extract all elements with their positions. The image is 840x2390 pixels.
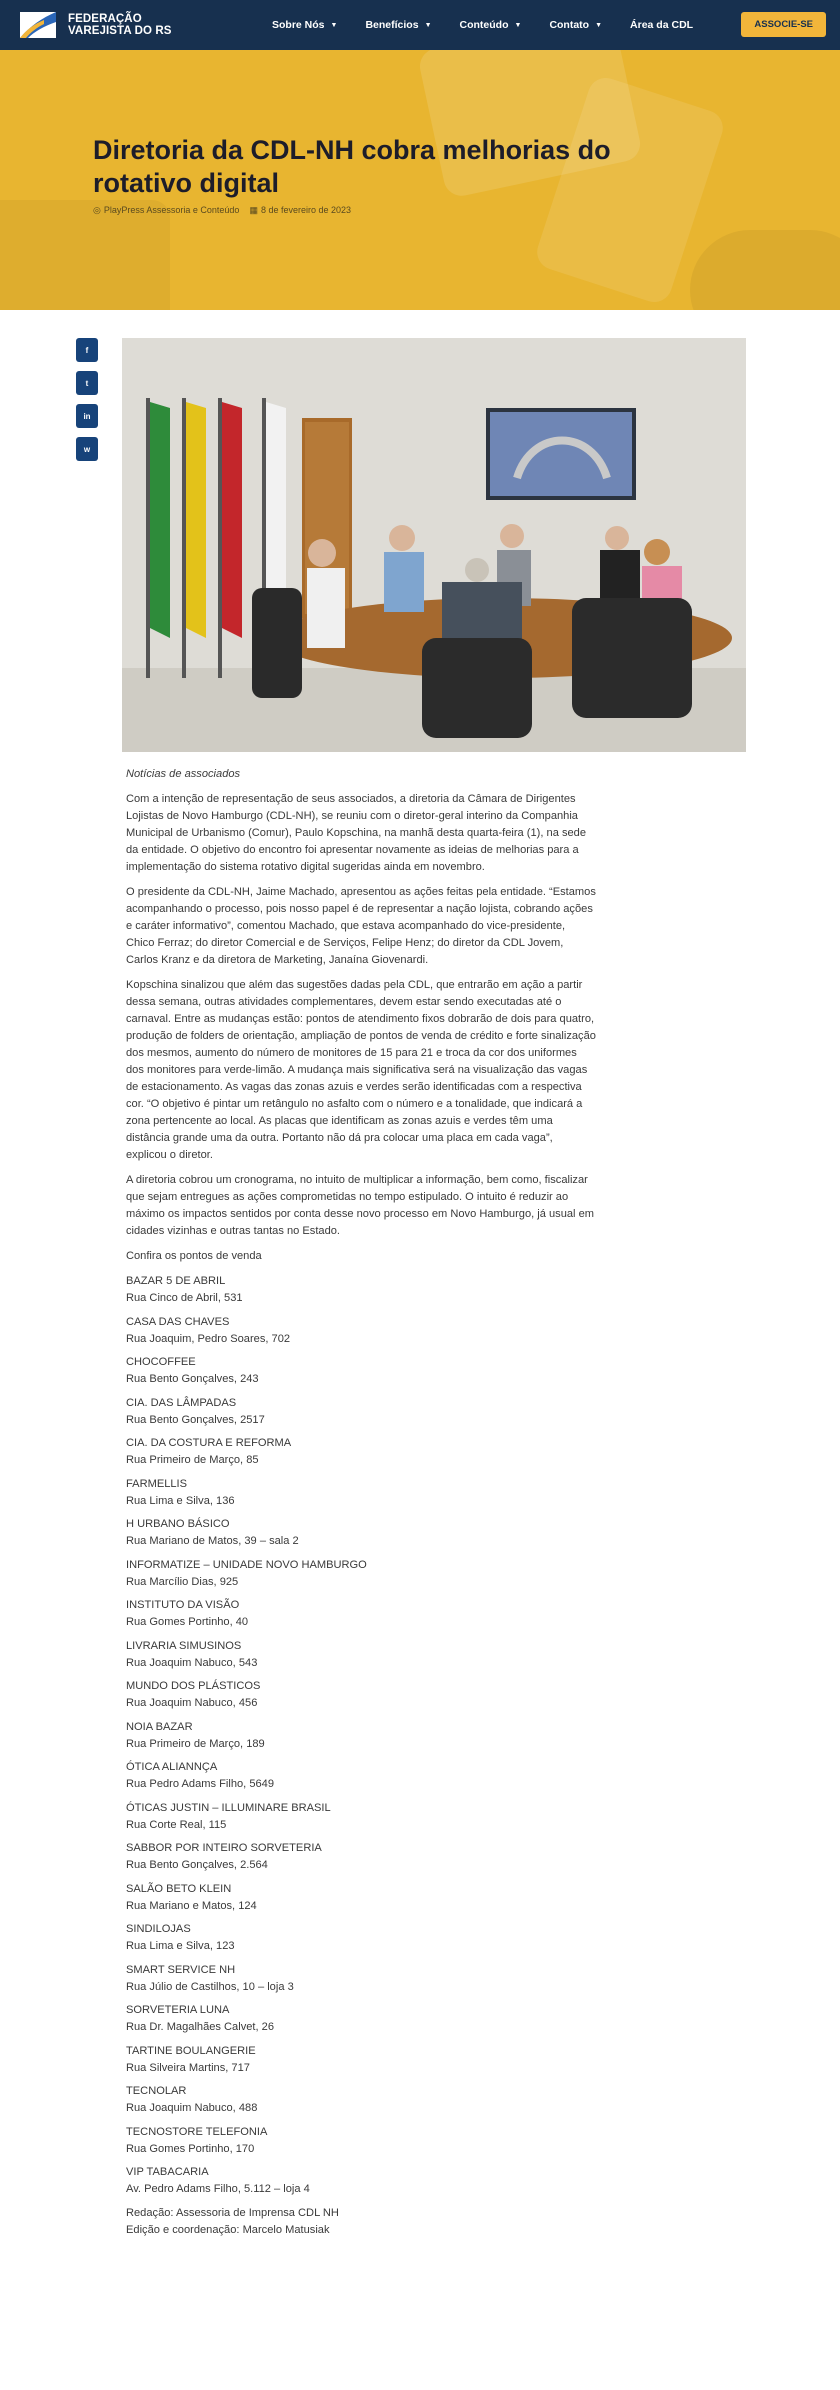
hero-banner (0, 50, 840, 310)
main-nav (272, 19, 693, 31)
author-name: PlayPress Assessoria e Conteúdo (103, 205, 240, 215)
author-meta[interactable] (93, 205, 239, 216)
point-name: ÓTICAS JUSTIN – ILLUMINARE BRASIL (126, 1801, 331, 1814)
site-header (0, 0, 840, 50)
point-name: LIVRARIA SIMUSINOS (126, 1639, 242, 1652)
point-name: CASA DAS CHAVES (126, 1315, 230, 1328)
point-address: Rua Lima e Silva, 123 (126, 1940, 235, 1952)
list-item (126, 1597, 596, 1631)
share-facebook-button[interactable] (76, 338, 98, 362)
point-name: SORVETERIA LUNA (126, 2004, 230, 2016)
list-item (126, 1557, 596, 1591)
article-category: Notícias de associados (126, 768, 241, 780)
point-address: Rua Joaquim Nabuco, 456 (126, 1697, 258, 1709)
point-name: SMART SERVICE NH (126, 1963, 236, 1976)
post-date: 8 de fevereiro de 2023 (260, 205, 352, 215)
list-item (126, 1921, 596, 1955)
point-name: NOIA BAZAR (126, 1720, 193, 1733)
chevron-down-icon: ▼ (595, 21, 603, 29)
nav-item-area-cdl[interactable] (630, 19, 693, 31)
list-item (126, 1719, 596, 1753)
nav-item-label: Contato (549, 19, 590, 31)
point-name: INSTITUTO DA VISÃO (126, 1599, 240, 1611)
point-name: TARTINE BOULANGERIE (126, 2044, 256, 2057)
point-name: BAZAR 5 DE ABRIL (126, 1275, 226, 1287)
point-address: Rua Gomes Portinho, 170 (126, 2142, 255, 2155)
list-item (126, 2043, 596, 2077)
list-item (126, 2002, 596, 2036)
point-name: SABBOR POR INTEIRO SORVETERIA (126, 1842, 322, 1854)
list-item (126, 1759, 596, 1793)
logo-line-2: VAREJISTA DO RS (68, 25, 172, 37)
point-name: MUNDO DOS PLÁSTICOS (126, 1680, 261, 1692)
point-address: Rua Silveira Martins, 717 (126, 2061, 250, 2074)
point-address: Rua Gomes Portinho, 40 (126, 1616, 249, 1628)
hero-background-decoration (0, 200, 170, 310)
associe-se-button[interactable]: ASSOCIE-SE (741, 12, 826, 37)
nav-item-label: Conteúdo (459, 19, 509, 31)
point-address: Rua Mariano de Matos, 39 – sala 2 (126, 1535, 299, 1547)
list-item (126, 1516, 596, 1550)
logo-line-1: FEDERAÇÃO (68, 13, 142, 25)
list-item (126, 1638, 596, 1672)
point-address: Rua Pedro Adams Filho, 5649 (126, 1778, 275, 1790)
point-name: TECNOSTORE TELEFONIA (126, 2125, 268, 2138)
point-address: Rua Joaquim Nabuco, 543 (126, 1656, 258, 1669)
linkedin-icon: in (83, 411, 91, 421)
chevron-down-icon: ▼ (514, 21, 522, 29)
list-item (126, 1273, 596, 1307)
site-logo[interactable] (16, 8, 176, 42)
list-item (126, 1354, 596, 1388)
article-paragraph: A diretoria cobrou um cronograma, no intuito de multiplicar a informação, bem como, fiscalizar que sejam entregues as ações comprometidas no tempo estipulado. O intuito é reduzir ao máximo os impactos sentidos por conta desse novo processo em Novo Hamburgo, já usual em cidades vizinhas e outras tantas no Estado. (126, 1174, 595, 1237)
article-body (126, 766, 596, 2239)
point-address: Rua Primeiro de Março, 85 (126, 1454, 259, 1466)
nav-item-conteudo[interactable] (460, 19, 522, 31)
nav-item-label: Benefícios (365, 19, 419, 31)
point-address: Rua Joaquim, Pedro Soares, 702 (126, 1332, 291, 1345)
point-address: Rua Bento Gonçalves, 243 (126, 1373, 259, 1385)
point-name: TECNOLAR (126, 2085, 187, 2097)
list-item (126, 2083, 596, 2117)
list-item (126, 1678, 596, 1712)
nav-item-contato[interactable] (549, 19, 602, 31)
article-credits (126, 2205, 596, 2239)
list-item (126, 1840, 596, 1874)
point-name: CHOCOFFEE (126, 1356, 196, 1368)
list-item (126, 1962, 596, 1996)
post-meta (93, 205, 351, 216)
share-linkedin-button[interactable] (76, 404, 98, 428)
point-name: SALÃO BETO KLEIN (126, 1882, 232, 1895)
point-name: H URBANO BÁSICO (126, 1518, 230, 1530)
calendar-icon: ▦ (249, 205, 258, 215)
article-paragraph: O presidente da CDL-NH, Jaime Machado, apresentou as ações feitas pela entidade. “Estamos acompanhando o processo, pois nosso papel é de representar a nação lojista, cobrando ações e caráter informativo”, comentou Machado, que estava acompanhado do vice-presidente, Chico Ferraz; do diretor Comercial e de Serviços, Felipe Henz; do diretor da CDL Jovem, Carlos Kranz e da diretora de Marketing, Janaína Giovenardi. (126, 886, 596, 966)
list-item (126, 1314, 596, 1348)
share-whatsapp-button[interactable] (76, 437, 98, 461)
point-name: FARMELLIS (126, 1477, 188, 1490)
hero-background-decoration (690, 230, 840, 310)
point-address: Rua Primeiro de Março, 189 (126, 1737, 265, 1750)
list-item (126, 1881, 596, 1915)
share-buttons (76, 338, 98, 461)
point-name: VIP TABACARIA (126, 2166, 209, 2178)
whatsapp-icon: w (83, 444, 91, 454)
point-address: Rua Marcílio Dias, 925 (126, 1575, 239, 1588)
article-paragraph: Kopschina sinalizou que além das sugestões dadas pela CDL, que entrarão em ação a partir dessa semana, outras atividades complementares, devem estar sendo executadas até o carnaval. Entre as mudanças estão: pontos de atendimento fixos dobrarão de dois para quatro, produção de folders de orientação, ampliação de pontos de venda de crédito e forte sinalização dos mesmos, aumento do número de monitores de 15 para 21 e troca da cor dos uniformes dos monitores para verde-limão. A mudança mais significativa será na visualização das vagas de estacionamento. As vagas das zonas azuis e verdes serão identificadas com a respectiva cor. “O objetivo é pintar um retângulo no asfalto com o número e a tonalidade, que indicará a zona pertencente ao local. As placas que identificam as zonas azuis e verdes têm uma distância grande uma da outra. Portanto não dá pra colocar uma placa em cada vaga”, explicou o diretor. (126, 979, 596, 1161)
point-name: SINDILOJAS (126, 1923, 191, 1935)
date-meta (249, 205, 351, 216)
user-icon: ◎ (93, 205, 101, 215)
list-item (126, 1476, 596, 1510)
point-name: INFORMATIZE – UNIDADE NOVO HAMBURGO (126, 1558, 367, 1571)
nav-item-beneficios[interactable] (365, 19, 431, 31)
list-item (126, 1435, 596, 1469)
article-photo (122, 338, 746, 752)
chevron-down-icon: ▼ (424, 21, 432, 29)
credit-line: Redação: Assessoria de Imprensa CDL NH (126, 2206, 339, 2219)
twitter-icon: t (85, 378, 89, 388)
point-address: Rua Dr. Magalhães Calvet, 26 (126, 2021, 274, 2033)
list-item (126, 2124, 596, 2158)
nav-item-sobre-nos[interactable] (272, 19, 337, 31)
point-address: Rua Bento Gonçalves, 2.564 (126, 1859, 268, 1871)
point-address: Av. Pedro Adams Filho, 5.112 – loja 4 (126, 2183, 310, 2195)
share-twitter-button[interactable] (76, 371, 98, 395)
nav-item-label: Sobre Nós (272, 19, 325, 31)
point-address: Rua Bento Gonçalves, 2517 (126, 1413, 265, 1426)
point-name: CIA. DA COSTURA E REFORMA (126, 1437, 292, 1449)
facebook-icon: f (85, 345, 89, 355)
logo-text (68, 13, 172, 37)
chevron-down-icon: ▼ (330, 21, 338, 29)
article-paragraph: Com a intenção de representação de seus associados, a diretoria da Câmara de Dirigentes Lojistas de Novo Hamburgo (CDL-NH), se reuniu com o diretor-geral interino da Companhia Municipal de Urbanismo (Comur), Paulo Kopschina, na manhã desta quarta-feira (1), na sede da entidade. O objetivo do encontro foi apresentar novamente as ideias de melhorias para a implementação do sistema rotativo digital sugeridas ainda em novembro. (126, 793, 587, 873)
point-address: Rua Mariano e Matos, 124 (126, 1899, 257, 1912)
point-address: Rua Lima e Silva, 136 (126, 1494, 235, 1507)
point-address: Rua Cinco de Abril, 531 (126, 1292, 243, 1304)
point-name: CIA. DAS LÂMPADAS (126, 1396, 237, 1409)
page-title: Diretoria da CDL-NH cobra melhorias do rotativo digital (93, 135, 611, 198)
point-address: Rua Corte Real, 115 (126, 1818, 227, 1831)
list-item (126, 1395, 596, 1429)
credit-line: Edição e coordenação: Marcelo Matusiak (126, 2223, 330, 2236)
point-address: Rua Joaquim Nabuco, 488 (126, 2102, 258, 2114)
list-item (126, 2164, 596, 2198)
point-name: ÓTICA ALIANNÇA (126, 1761, 218, 1773)
nav-item-label: Área da CDL (630, 19, 694, 31)
points-title: Confira os pontos de venda (126, 1250, 262, 1262)
list-item (126, 1800, 596, 1834)
logo-mark-icon (16, 8, 62, 42)
point-address: Rua Júlio de Castilhos, 10 – loja 3 (126, 1980, 294, 1993)
